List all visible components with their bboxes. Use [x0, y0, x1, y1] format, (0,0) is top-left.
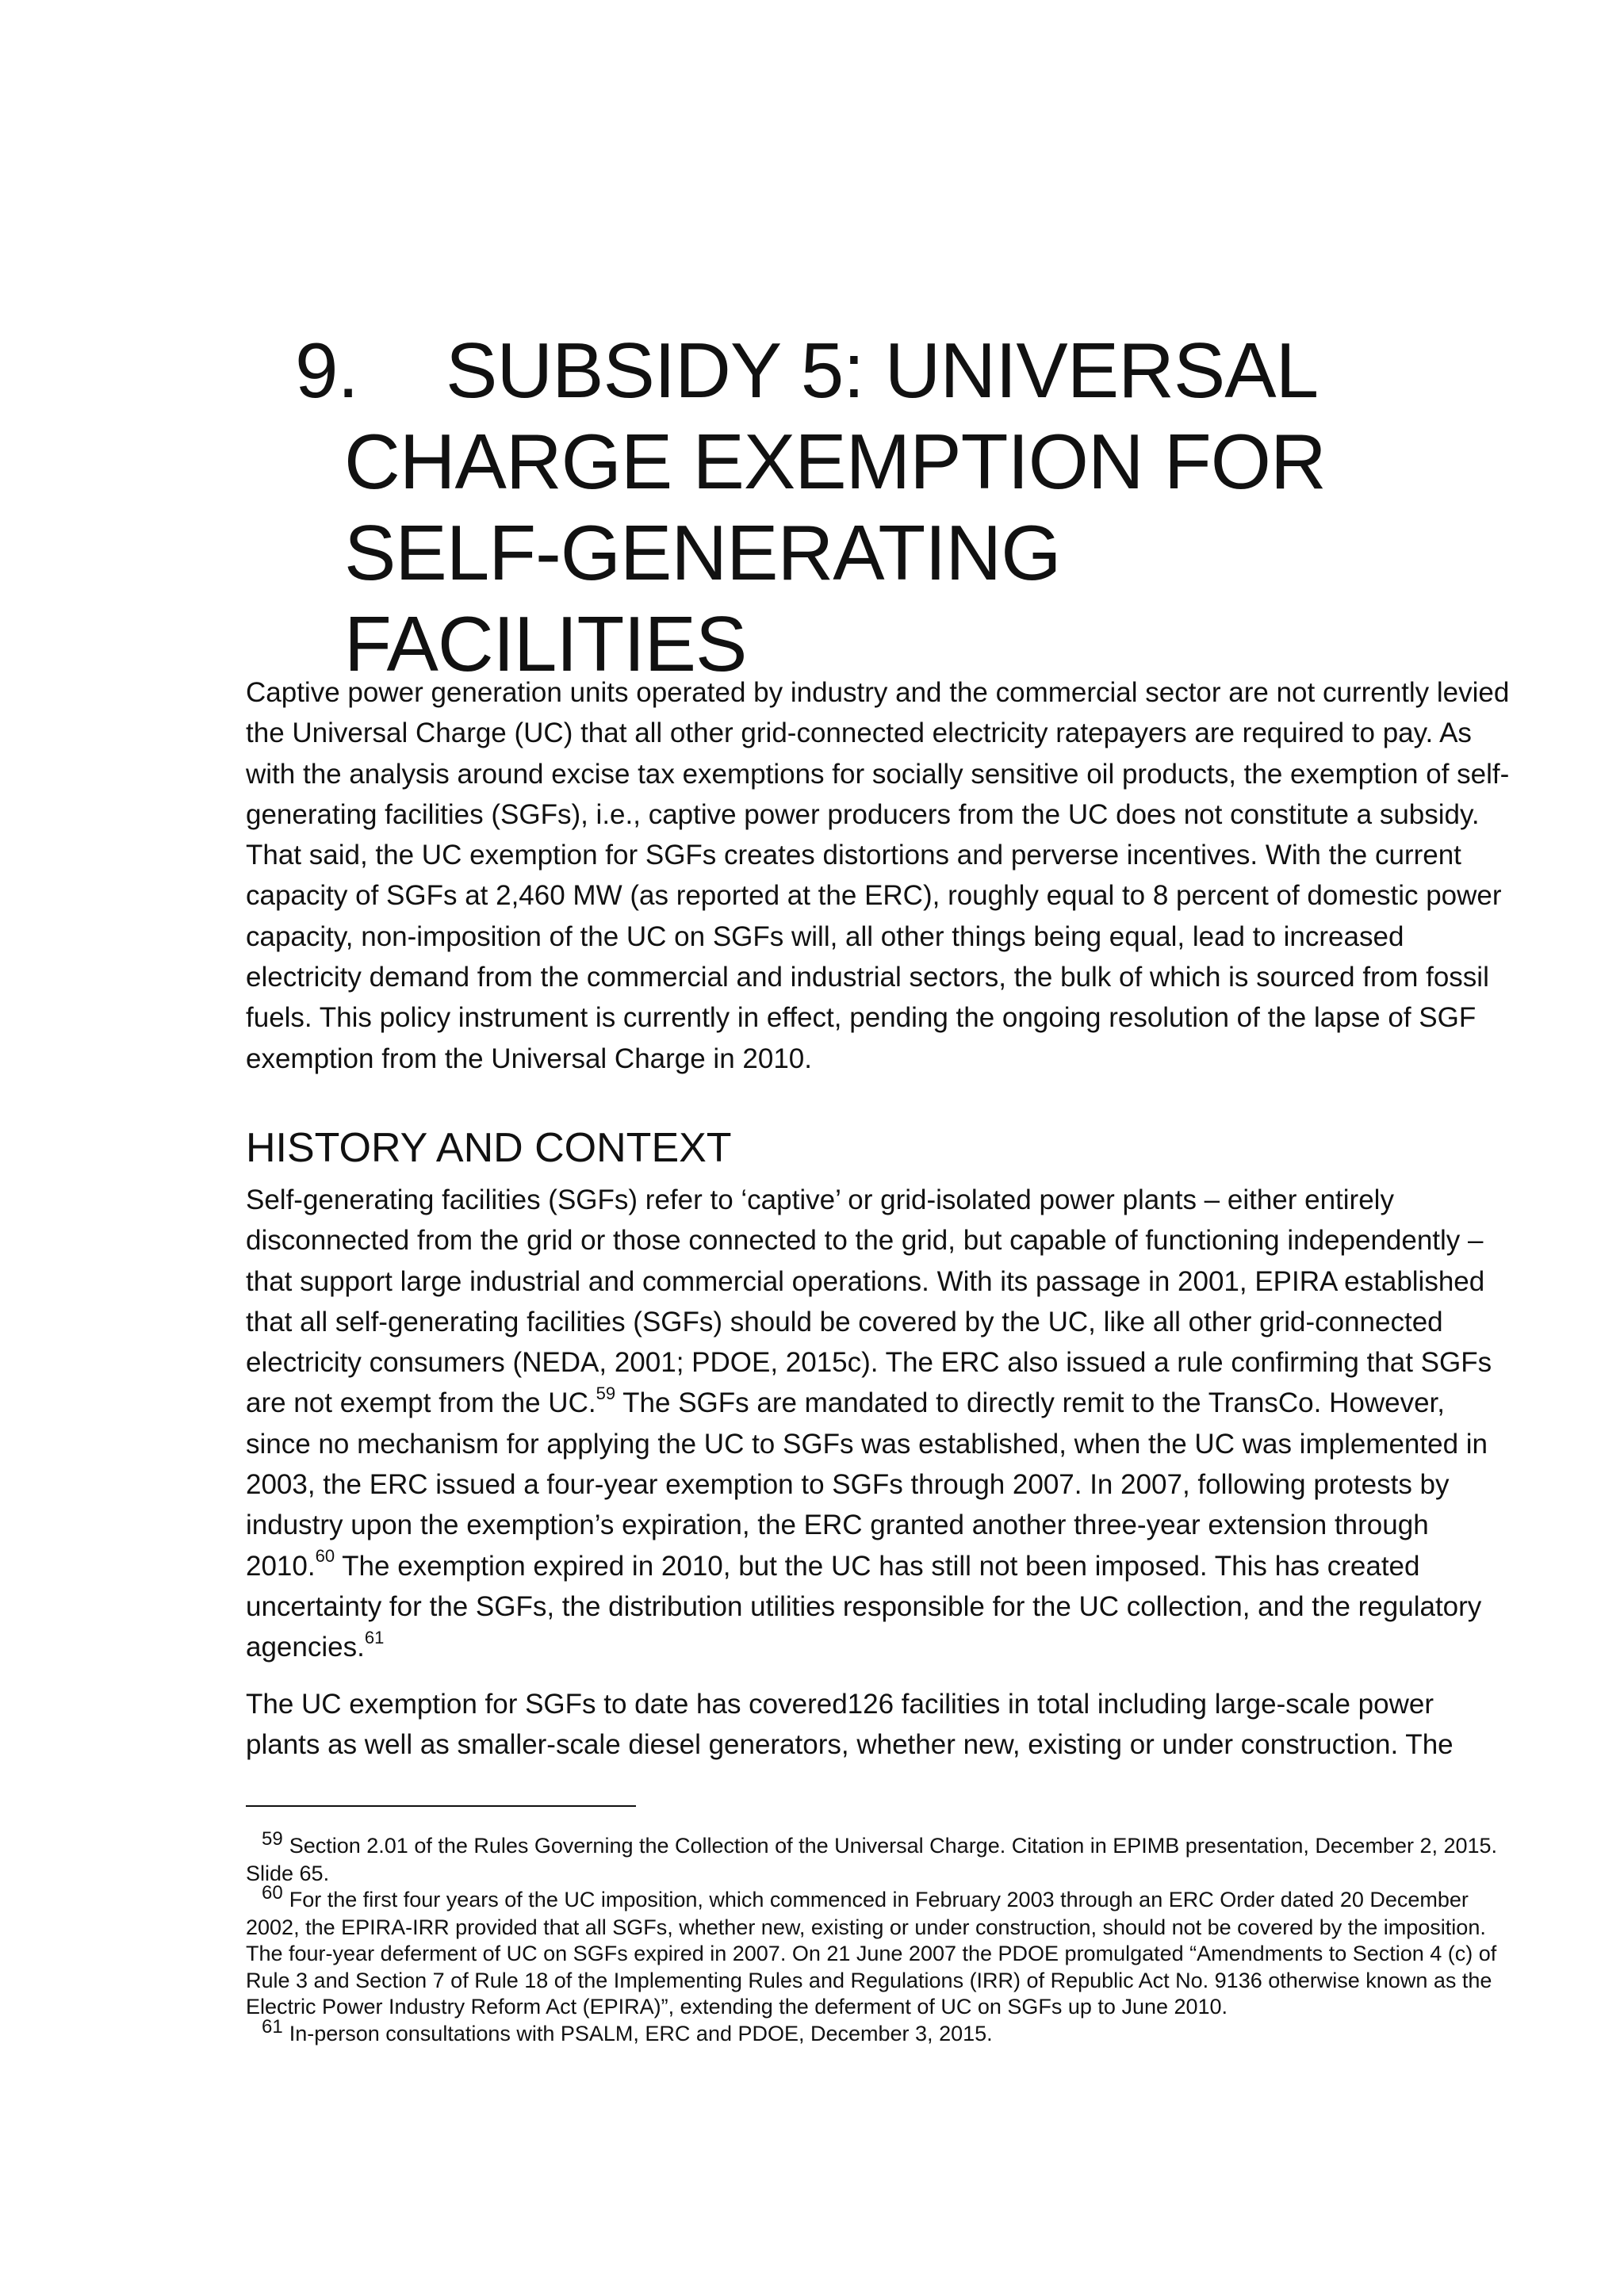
footnotes-list [246, 1828, 1515, 2048]
footnote-number: 59 [262, 1828, 283, 1850]
footnote-ref-61[interactable]: 61 [364, 1627, 385, 1647]
footnote-item [246, 2015, 1515, 2049]
footnote-text: For the first four years of the UC imposition, which commenced in February 2003 through an ERC Order dated 20 December 2002, the EPIRA-IRR provided that all SGFs, whether new, existing or under construction, should not be covered by the imposition. The four-year deferment of UC on SGFs expired in 2007. On 21 June 2007 the PDOE promulgated “Amendments to Section 4 (c) of Rule 3 and Section 7 of Rule 18 of the Implementing Rules and Regulations (IRR) of Republic Act No. 9136 otherwise known as the Electric Power Industry Reform Act (EPIRA)”, extending the deferment of UC on SGFs up to June 2010. [246, 1888, 1497, 2019]
chapter-title-line-3: SELF-GENERATING FACILITIES [344, 509, 1061, 687]
chapter-number: 9. [295, 327, 358, 414]
chapter-title-line-1: SUBSIDY 5: UNIVERSAL [446, 327, 1319, 414]
footnote-text: Section 2.01 of the Rules Governing the Collection of the Universal Charge. Citation in EPIMB presentation, December 2, 2015. Slide 65. [246, 1834, 1498, 1885]
history-text-part-1: Self-generating facilities (SGFs) refer to ‘captive’ or grid-isolated power plants – either entirely disconnected from the grid or those connected to the grid, but capable of functioning independently – that support large industrial and commercial operations. With its passage in 2001, EPIRA established that all self-generating facilities (SGFs) should be covered by the UC, like all other grid-connected electricity consumers (NEDA, 2001; PDOE, 2015c). The ERC also issued a rule confirming that SGFs are not exempt from the UC. [246, 1184, 1492, 1419]
footnote-number: 61 [262, 2015, 283, 2038]
footnote-text: In-person consultations with PSALM, ERC and PDOE, December 3, 2015. [289, 2021, 993, 2045]
footnote-ref-60[interactable]: 60 [315, 1546, 335, 1567]
chapter-heading-line-1 [295, 325, 1405, 416]
intro-paragraph: Captive power generation units operated by industry and the commercial sector are not currently levied the Universal Charge (UC) that all other grid-connected electricity ratepayers are required to pay. As with the analysis around excise tax exemptions for socially sensitive oil products, the exemption of self-generating facilities (SGFs), i.e., captive power producers from the UC does not constitute a subsidy. That said, the UC exemption for SGFs creates distortions and perverse incentives. With the current capacity of SGFs at 2,460 MW (as reported at the ERC), roughly equal to 8 percent of domestic power capacity, non-imposition of the UC on SGFs will, all other things being equal, lead to increased electricity demand from the commercial and industrial sectors, the bulk of which is sourced from fossil fuels. This policy instrument is currently in effect, pending the ongoing resolution of the lapse of SGF exemption from the Universal Charge in 2010. [246, 677, 1510, 1074]
footnote-item [246, 1828, 1515, 1887]
chapter-heading [295, 325, 1405, 690]
footnote-divider [246, 1805, 636, 1807]
chapter-title-line-2: CHARGE EXEMPTION FOR [344, 418, 1326, 505]
footnote-ref-59[interactable]: 59 [596, 1383, 616, 1403]
footnote-item [246, 1882, 1515, 2021]
history-paragraph [246, 1180, 1515, 1668]
section-heading: HISTORY AND CONTEXT [246, 1125, 732, 1171]
facilities-paragraph: The UC exemption for SGFs to date has covered126 facilities in total including large-scale power plants as well as smaller-scale diesel generators, whether new, existing or under construction. The [246, 1689, 1454, 1761]
footnote-number: 60 [262, 1882, 283, 1904]
history-text-part-3: The exemption expired in 2010, but the UC has still not been imposed. This has created uncertainty for the SGFs, the distribution utilities responsible for the UC collection, and the regulatory agencies. [246, 1550, 1482, 1663]
history-text-part-2: The SGFs are mandated to directly remit to the TransCo. However, since no mechanism for applying the UC to SGFs was established, when the UC was implemented in 2003, the ERC issued a four-year exemption to SGFs through 2007. In 2007, following protests by industry upon the exemption’s expiration, the ERC granted another three-year extension through 2010. [246, 1387, 1488, 1582]
